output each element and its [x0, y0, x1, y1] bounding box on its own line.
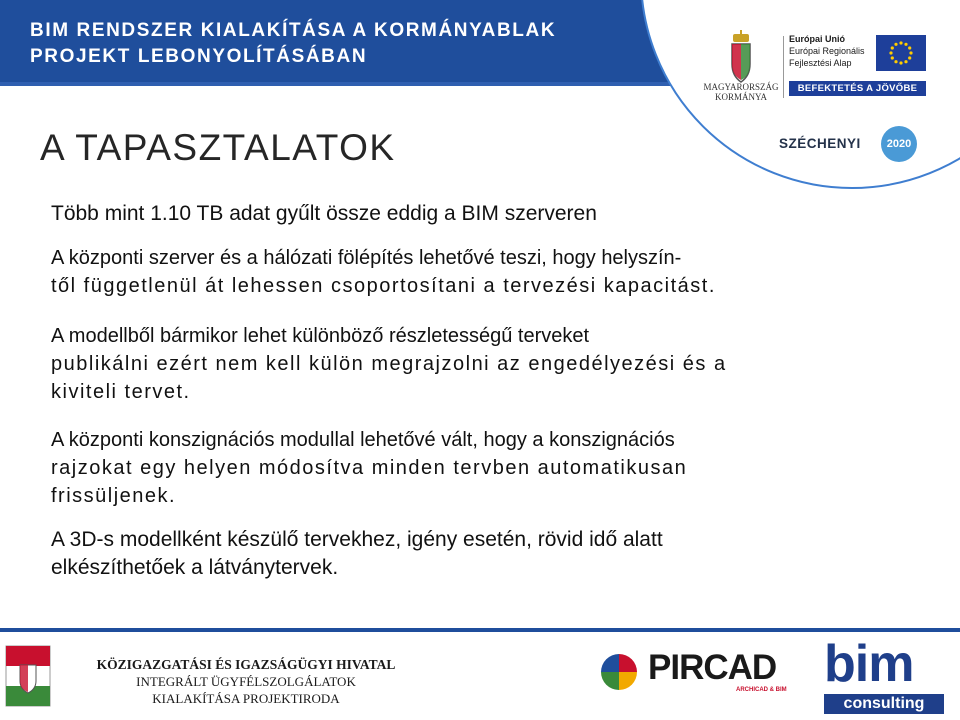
- paragraph-server: [51, 244, 716, 300]
- eu-label-line: Európai Regionális: [789, 46, 865, 56]
- hungary-flag-shield-icon: [5, 645, 51, 707]
- hungarian-coat-of-arms-icon: [718, 30, 764, 86]
- bim-logo-word: bim: [824, 635, 914, 693]
- paragraph-model: [51, 322, 727, 406]
- eu-label-line: Európai Unió: [789, 34, 845, 44]
- footer-office-line: KÖZIGAZGATÁSI ÉS IGAZSÁGÜGYI HIVATAL: [96, 657, 396, 672]
- footer-rule: [0, 628, 960, 632]
- footer-office-line: KIALAKÍTÁSA PROJEKTIRODA: [152, 691, 340, 706]
- eu-label: [789, 33, 871, 69]
- paragraph-line: frissüljenek.: [51, 485, 177, 507]
- szechenyi-2020-badge: 2020: [881, 126, 917, 162]
- paragraph-line: rajzokat egy helyen módosítva minden tervben automatikusan: [51, 457, 688, 479]
- paragraph-line: A modellből bármikor lehet különböző részletességű terveket: [51, 325, 590, 347]
- eu-flag-icon: [876, 35, 926, 71]
- page-title: A TAPASZTALATOK: [40, 127, 396, 168]
- paragraph-data-volume: [51, 200, 597, 228]
- szechenyi-logo-text: SZÉCHENYI: [779, 136, 861, 151]
- project-title-line: PROJEKT LEBONYOLÍTÁSÁBAN: [30, 46, 368, 67]
- paragraph-line: elkészíthetőek a látványtervek.: [51, 556, 339, 579]
- pircad-pie-icon: [600, 653, 638, 691]
- paragraph-line: A 3D-s modellként készülő tervekhez, igény esetén, rövid idő alatt: [51, 528, 663, 551]
- paragraph-line: A központi szerver és a hálózati fölépítés lehetővé teszi, hogy helyszín-: [51, 247, 682, 269]
- hungary-government-label: [698, 82, 784, 102]
- eu-banner: BEFEKTETÉS A JÖVŐBE: [789, 81, 926, 96]
- logo-divider: [783, 36, 784, 98]
- bim-logo-subtitle: consulting: [824, 694, 944, 714]
- paragraph-consignation: [51, 426, 687, 510]
- gov-label-line: MAGYARORSZÁG: [703, 82, 779, 92]
- paragraph-line: A központi konszignációs modullal lehetővé vált, hogy a konszignációs: [51, 429, 675, 451]
- project-title-line: BIM RENDSZER KIALAKÍTÁSA A KORMÁNYABLAK: [30, 20, 557, 41]
- gov-label-line: KORMÁNYA: [714, 92, 767, 102]
- footer-office: [66, 656, 426, 707]
- paragraph-3d-model: [51, 526, 663, 582]
- footer-office-line: INTEGRÁLT ÜGYFÉLSZOLGÁLATOK: [136, 674, 356, 689]
- project-title: [30, 18, 556, 70]
- pircad-subtitle: ARCHICAD & BIM: [736, 687, 787, 693]
- header-rule: [0, 82, 690, 86]
- paragraph-line: kiviteli tervet.: [51, 381, 191, 403]
- paragraph-line: től függetlenül át lehessen csoportosítani a tervezési kapacitást.: [51, 275, 716, 297]
- pircad-logo: PIRCAD: [648, 648, 777, 687]
- eu-label-line: Fejlesztési Alap: [789, 58, 852, 68]
- paragraph-line: Több mint 1.10 TB adat gyűlt össze eddig a BIM szerveren: [51, 202, 597, 225]
- paragraph-line: publikálni ezért nem kell külön megrajzolni az engedélyezési és a: [51, 353, 727, 375]
